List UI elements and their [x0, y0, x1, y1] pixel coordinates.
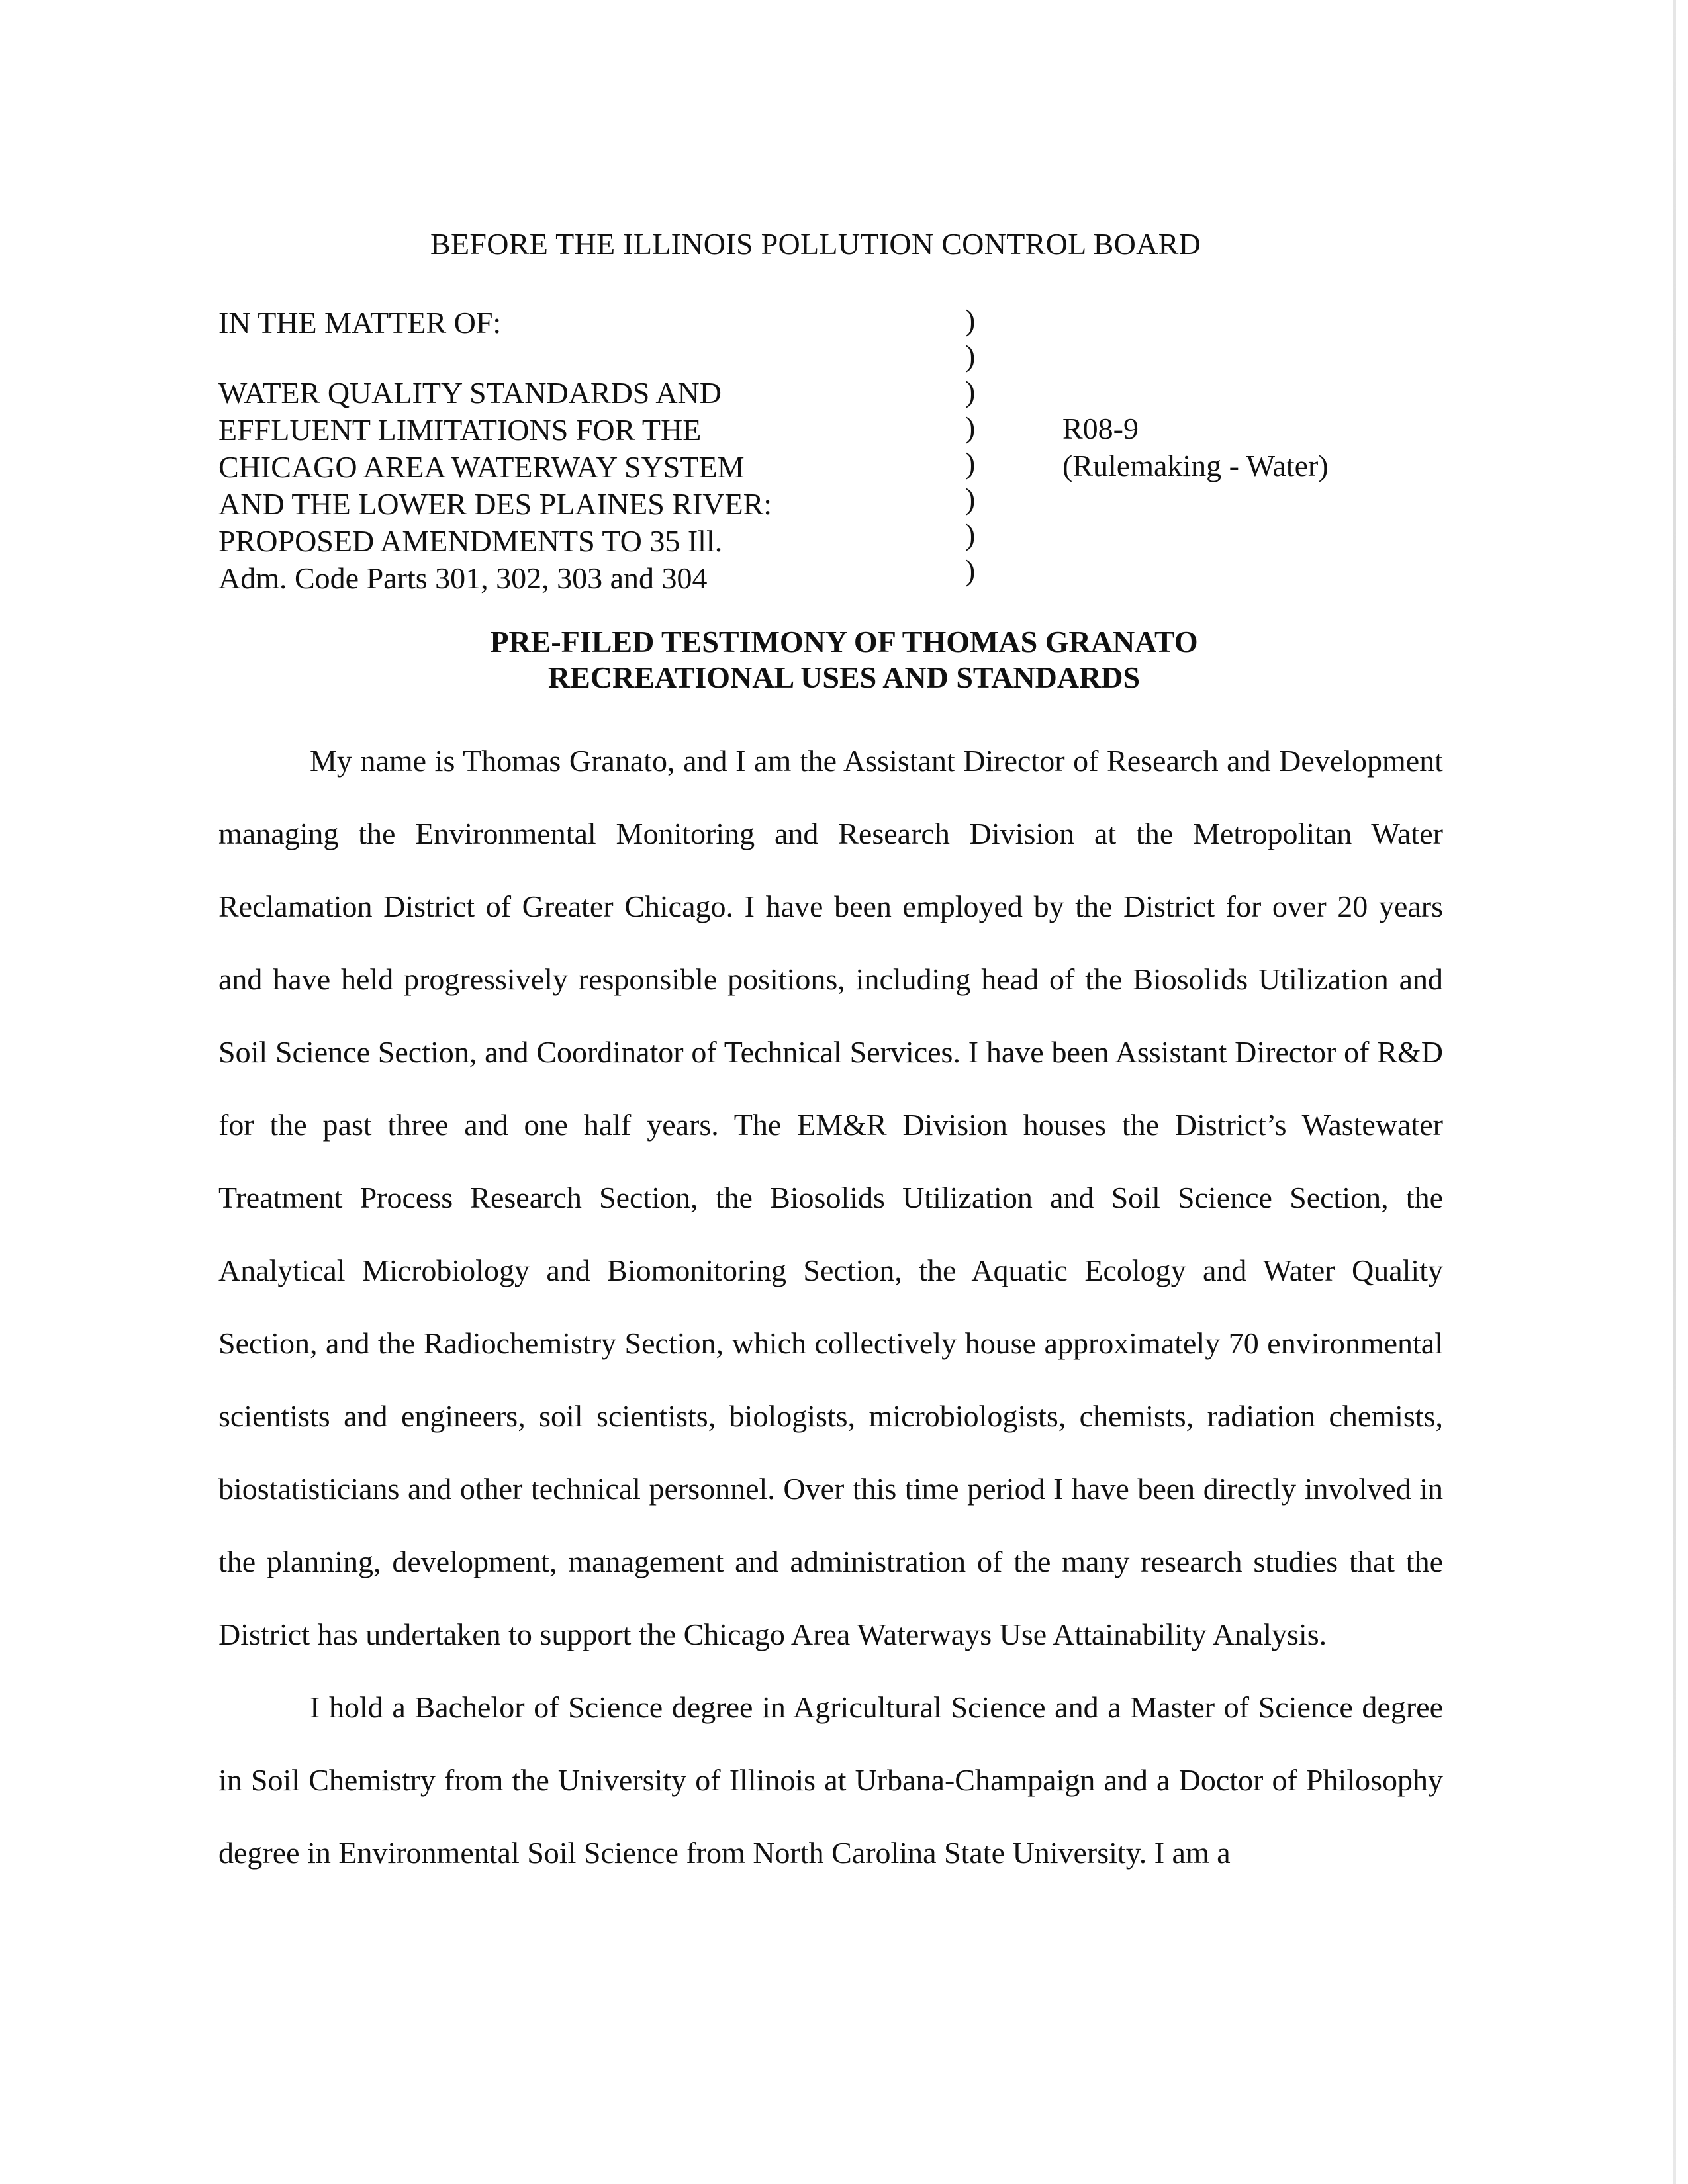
court-heading: BEFORE THE ILLINOIS POLLUTION CONTROL BOARD	[430, 227, 1201, 261]
paragraph-2: I hold a Bachelor of Science degree in Agricultural Science and a Master of Science degree in Soil Chemistry from the University of Illinois at Urbana-Champaign and a Doctor of Philosophy degree in Environmental Soil Science from North Carolina State University. I am a	[218, 1690, 1443, 1870]
paren: )	[965, 339, 976, 373]
paren: )	[965, 553, 976, 587]
caption-parentheses	[965, 302, 975, 588]
caption-line: EFFLUENT LIMITATIONS FOR THE	[218, 413, 702, 447]
caption-line: Adm. Code Parts 301, 302, 303 and 304	[218, 561, 708, 595]
case-caption	[218, 304, 772, 597]
testimony-title	[0, 624, 1688, 696]
paren: )	[965, 518, 976, 551]
paren: )	[965, 410, 976, 444]
paragraph-1: My name is Thomas Granato, and I am the Assistant Director of Research and Development managing the Environmental Monitoring and Research Division at the Metropolitan Water Reclamation District of Greater Chicago. I have been employed by the District for over 20 years and have held progressively responsible positions, including head of the Biosolids Utilization and Soil Science Section, and Coordinator of Technical Services. I have been Assistant Director of R&D for the past three and one half years. The EM&R Division houses the District’s Wastewater Treatment Process Research Section, the Biosolids Utilization and Soil Science Section, the Analytical Microbiology and Biomonitoring Section, the Aquatic Ecology and Water Quality Section, and the Radiochemistry Section, which collectively house approximately 70 environmental scientists and engineers, soil scientists, biologists, microbiologists, chemists, radiation chemists, biostatisticians and other technical personnel. Over this time period I have been directly involved in the planning, development, management and administration of the many research studies that the District has undertaken to support the Chicago Area Waterways Use Attainability Analysis.	[218, 744, 1443, 1651]
paren: )	[965, 375, 976, 408]
paren: )	[965, 446, 976, 480]
title-line-1: PRE-FILED TESTIMONY OF THOMAS GRANATO	[490, 625, 1198, 659]
paren: )	[965, 482, 976, 516]
docket-info	[1062, 410, 1329, 484]
title-line-2: RECREATIONAL USES AND STANDARDS	[547, 660, 1141, 694]
scan-edge	[1673, 0, 1676, 2184]
testimony-body	[218, 725, 1443, 1889]
caption-line: AND THE LOWER DES PLAINES RIVER:	[218, 487, 773, 521]
in-the-matter-of: IN THE MATTER OF:	[218, 306, 502, 340]
caption-line: PROPOSED AMENDMENTS TO 35 Ill.	[218, 524, 723, 558]
docket-number: R08-9	[1062, 412, 1139, 445]
caption-line: CHICAGO AREA WATERWAY SYSTEM	[218, 450, 745, 484]
docket-type: (Rulemaking - Water)	[1062, 449, 1329, 482]
paren: )	[965, 303, 976, 337]
caption-line: WATER QUALITY STANDARDS AND	[218, 376, 722, 410]
